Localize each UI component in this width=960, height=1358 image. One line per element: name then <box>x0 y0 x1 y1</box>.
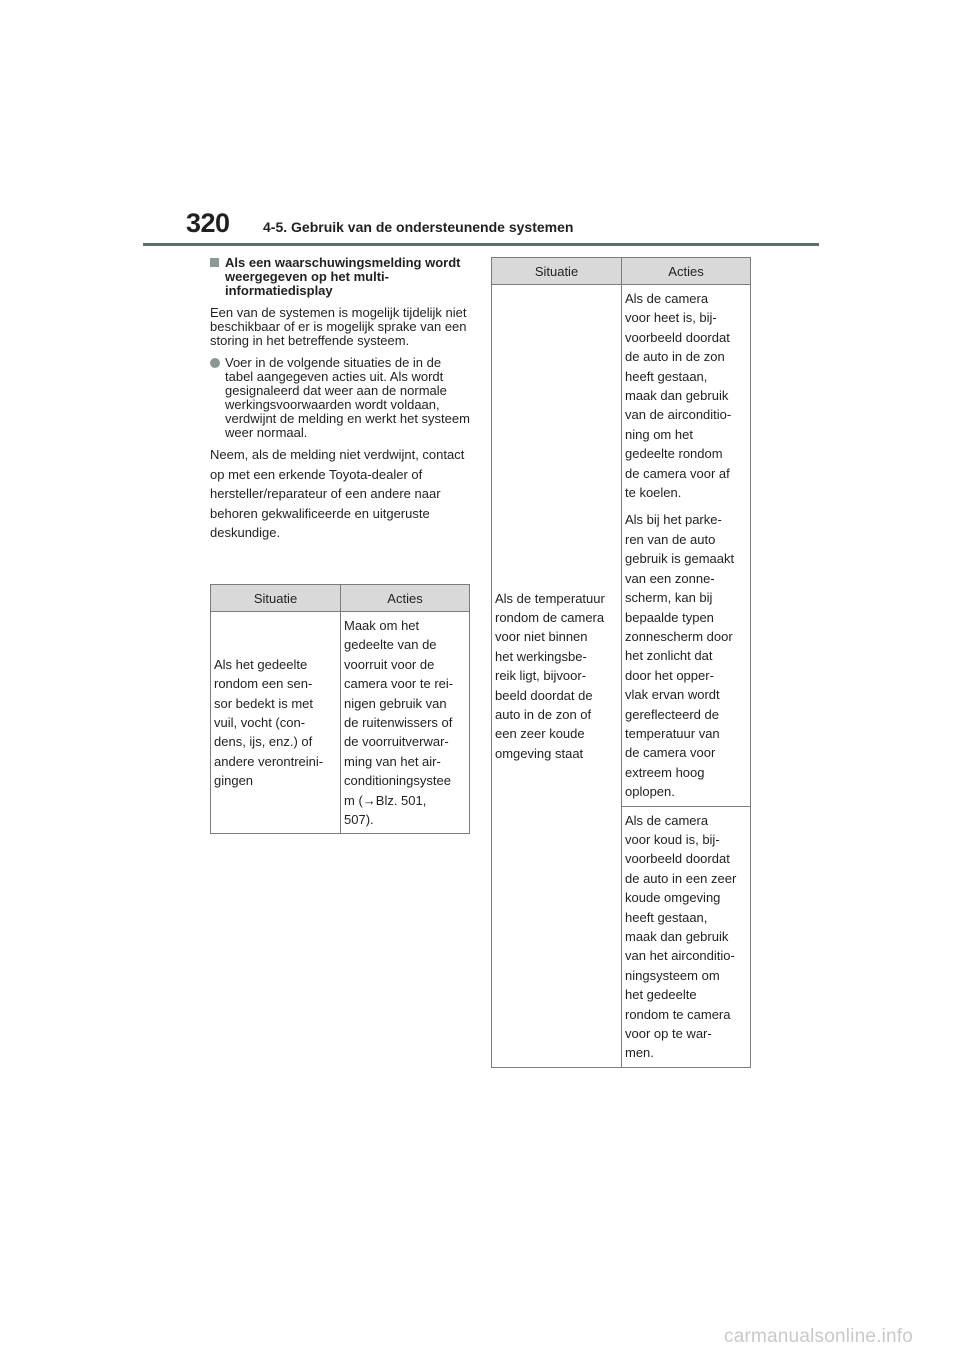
table-row <box>211 612 470 834</box>
bullet-item <box>210 356 472 440</box>
section-heading-text: Als een waarschuwingsmelding wordt weergegeven op het multi-informatiedisplay <box>225 255 461 298</box>
acties-cell: Als de camera voor koud is, bij- voorbeeld doordat de auto in een zeer koude omgeving heeft gestaan, maak dan gebruik van het airconditio- ningsysteem om het gedeelte rondom te camera voor op te war- men. <box>622 806 751 1067</box>
left-column <box>210 256 472 543</box>
situatie-cell: Als het gedeelte rondom een sen- sor bedekt is met vuil, vocht (con- dens, ijs, enz.) of andere verontreini- gingen <box>211 612 341 834</box>
acties-paragraph: Als de camera voor heet is, bij- voorbeeld doordat de auto in de zon heeft gestaan, maak dan gebruik van de airconditio- ning om het gedeelte rondom de camera voor af te koelen. <box>625 291 732 501</box>
header-situatie: Situatie <box>492 258 622 285</box>
header-acties: Acties <box>341 585 470 612</box>
acties-paragraph: Als bij het parke- ren van de auto gebruik is gemaakt van een zonne- scherm, kan bij bepaalde typen zonnescherm door het zonlicht dat door het opper- vlak ervan wordt gereflecteerd de temperatuur van de camera voor extreem hoog oplopen. <box>625 512 735 800</box>
watermark: carmanualsonline.info <box>724 1326 914 1347</box>
situation-table-1 <box>210 584 470 834</box>
situatie-cell: Als de temperatuur rondom de camera voor niet binnen het werkingsbe- reik ligt, bijvoor- beeld doordat de auto in de zon of een zeer koude omgeving staat <box>492 285 622 1068</box>
table-header-row <box>492 258 751 285</box>
table-row <box>492 285 751 807</box>
acties-cell <box>622 285 751 807</box>
header-situatie: Situatie <box>211 585 341 612</box>
square-bullet-icon <box>210 258 219 267</box>
acties-cell: Maak om het gedeelte van de voorruit voor de camera voor te rei- nigen gebruik van de ruitenwissers of de voorruitverwar- ming van het air- conditioningsystee m (→Blz. 501, 507). <box>341 612 470 834</box>
section-title: 4-5. Gebruik van de ondersteunende systemen <box>263 219 574 235</box>
closing-paragraph: Neem, als de melding niet verdwijnt, contact op met een erkende Toyota-dealer of hersteller/reparateur of een andere naar behoren gekwalificeerde en uitgeruste deskundige. <box>210 447 465 540</box>
situation-table-2 <box>491 257 751 1068</box>
section-heading <box>210 256 472 298</box>
page-number: 320 <box>186 208 230 238</box>
header-acties: Acties <box>622 258 751 285</box>
bullet-text: Voer in de volgende situaties de in de tabel aangegeven acties uit. Als wordt gesignaleerd dat weer aan de normale werkingsvoorwaarden wordt voldaan, verdwijnt de melding en werkt het systeem weer normaal. <box>225 355 470 440</box>
table-header-row <box>211 585 470 612</box>
intro-paragraph: Een van de systemen is mogelijk tijdelijk niet beschikbaar of er is mogelijk sprake van een storing in het betreffende systeem. <box>210 305 467 348</box>
header-rule <box>143 243 819 246</box>
round-bullet-icon <box>210 358 220 368</box>
